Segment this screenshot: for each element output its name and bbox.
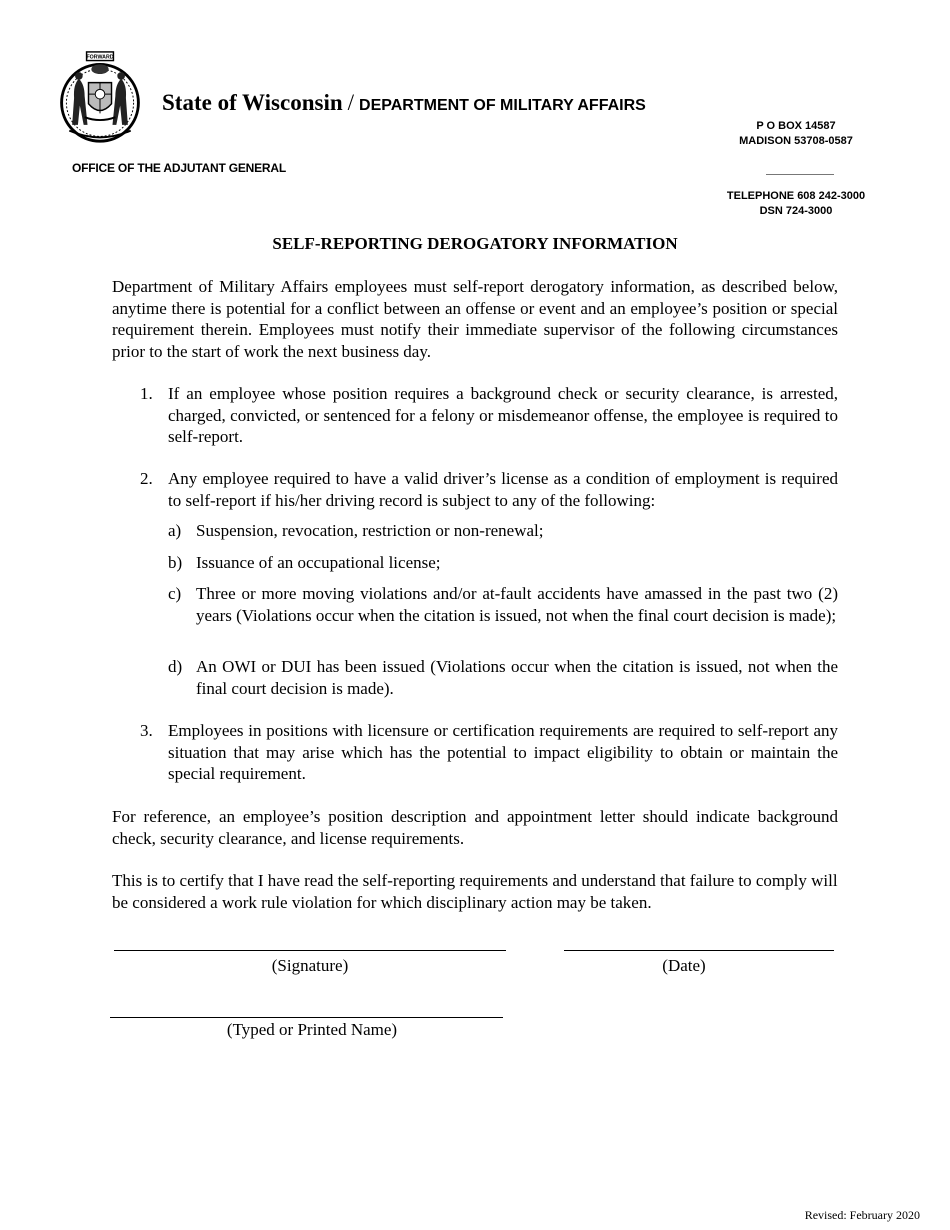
seal-motto: FORWARD <box>86 54 114 61</box>
sub-list-letter: c) <box>168 584 182 603</box>
sub-list-text: Three or more moving violations and/or at-fault accidents have amassed in the past two (2) years (Violations occur when the citation is issued, not when the final court decision is made); <box>196 584 838 625</box>
list-number: 2. <box>140 469 153 488</box>
sub-list-letter: d) <box>168 657 183 676</box>
list-number: 1. <box>140 384 153 403</box>
certification-paragraph: This is to certify that I have read the self-reporting requirements and understand that failure to comply will be considered a work rule violation for which disciplinary action may be taken. <box>112 871 838 912</box>
reference-paragraph: For reference, an employee’s position description and appointment letter should indicate background check, security clearance, and license requirements. <box>112 807 838 848</box>
list-item <box>112 383 838 448</box>
letterhead <box>162 90 646 116</box>
date-label: (Date) <box>662 956 706 975</box>
address-line-2: MADISON 53708-0587 <box>739 135 853 147</box>
signature-label: (Signature) <box>271 956 349 975</box>
printed-name-line[interactable] <box>110 1017 503 1018</box>
dsn-number: DSN 724-3000 <box>759 205 833 217</box>
telephone: TELEPHONE 608 242-3000 <box>726 190 866 202</box>
list-item <box>112 720 838 785</box>
sub-list-letter: b) <box>168 553 183 572</box>
document-title: SELF-REPORTING DEROGATORY INFORMATION <box>272 234 678 253</box>
address-divider <box>766 174 834 175</box>
list-item <box>112 468 838 511</box>
sub-list-item <box>168 552 838 574</box>
printed-name-label: (Typed or Printed Name) <box>226 1020 398 1039</box>
mailing-address <box>720 119 872 149</box>
state-name: State of Wisconsin <box>162 90 343 115</box>
signature-line[interactable] <box>114 950 506 951</box>
intro-paragraph: Department of Military Affairs employees must self-report derogatory information, as described below, anytime there is potential for a conflict between an offense or event and an employee’s position or special requirement therein. Employees must notify their immediate supervisor of the following circumstances prior to the start of work the next business day. <box>112 277 838 361</box>
sub-list-item <box>168 656 838 699</box>
sub-list-text: An OWI or DUI has been issued (Violations occur when the citation is issued, not when the final court decision is made). <box>196 657 838 698</box>
department-name: DEPARTMENT OF MILITARY AFFAIRS <box>359 97 646 114</box>
list-item-text: Employees in positions with licensure or certification requirements are required to self-report any situation that may arise which has the potential to impact eligibility to obtain or maintain the special requirement. <box>168 721 838 783</box>
sub-list-item <box>168 583 838 626</box>
letterhead-slash: / <box>347 90 355 115</box>
list-item-text: If an employee whose position requires a background check or security clearance, is arrested, charged, convicted, or sentenced for a felony or misdemeanor offense, the employee is required to self-report. <box>168 384 838 446</box>
revision-date: Revised: February 2020 <box>804 1208 920 1222</box>
sub-list-item <box>168 520 838 542</box>
list-item-text: Any employee required to have a valid driver’s license as a condition of employment is required to self-report if his/her driving record is subject to any of the following: <box>168 469 838 510</box>
date-line[interactable] <box>564 950 834 951</box>
list-number: 3. <box>140 721 153 740</box>
sub-list-letter: a) <box>168 521 182 540</box>
sub-list-text: Issuance of an occupational license; <box>196 553 441 572</box>
sub-list-text: Suspension, revocation, restriction or non-renewal; <box>196 521 544 540</box>
wisconsin-state-seal <box>52 50 148 146</box>
address-line-1: P O BOX 14587 <box>756 120 836 132</box>
contact-numbers <box>720 189 872 219</box>
office-name: OFFICE OF THE ADJUTANT GENERAL <box>72 161 286 175</box>
